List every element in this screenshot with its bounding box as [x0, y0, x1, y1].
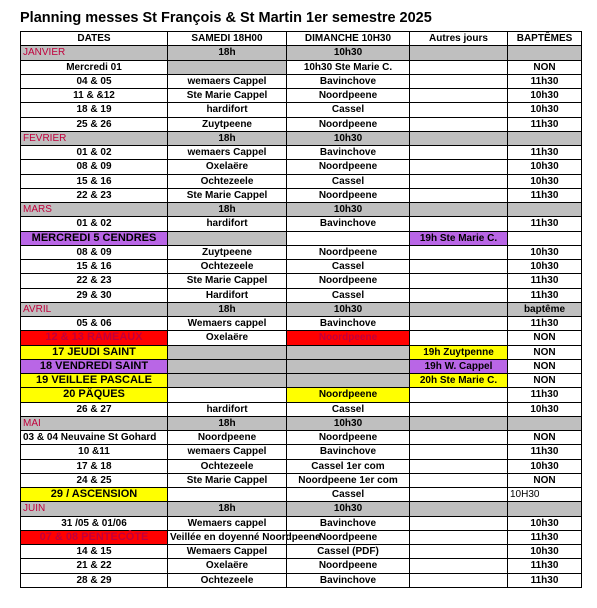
- cell-dates: 03 & 04 Neuvaine St Gohard: [21, 431, 168, 445]
- cell-samedi: [168, 488, 287, 502]
- table-row: [21, 60, 582, 74]
- table-row: [21, 274, 582, 288]
- cell-dimanche: Cassel 1er com: [287, 459, 410, 473]
- cell-autres: [410, 473, 508, 487]
- cell-dimanche: Noordpeene: [287, 274, 410, 288]
- cell-dimanche: Bavinchove: [287, 317, 410, 331]
- table-row: [21, 473, 582, 487]
- table-row: [21, 559, 582, 573]
- cell-autres: [410, 459, 508, 473]
- cell-baptemes: 11h30: [508, 388, 582, 402]
- cell-dates: AVRIL: [21, 302, 168, 316]
- special-row: [21, 231, 582, 245]
- table-row: [21, 288, 582, 302]
- cell-autres: [410, 46, 508, 60]
- cell-samedi: Ste Marie Cappel: [168, 274, 287, 288]
- cell-autres: [410, 302, 508, 316]
- cell-autres: [410, 274, 508, 288]
- cell-autres: [410, 245, 508, 259]
- cell-dates: 11 & &12: [21, 89, 168, 103]
- cell-samedi: hardifort: [168, 217, 287, 231]
- cell-dates: 18 & 19: [21, 103, 168, 117]
- cell-samedi: Ste Marie Cappel: [168, 188, 287, 202]
- table-row: [21, 89, 582, 103]
- cell-samedi: Wemaers cappel: [168, 516, 287, 530]
- table-row: [21, 317, 582, 331]
- cell-samedi: [168, 374, 287, 388]
- cell-dates: 10 &11: [21, 445, 168, 459]
- cell-dates: 08 & 09: [21, 245, 168, 259]
- cell-dates: MAI: [21, 416, 168, 430]
- cell-dates: JUIN: [21, 502, 168, 516]
- cell-autres: [410, 160, 508, 174]
- cell-samedi: 18h: [168, 131, 287, 145]
- cell-baptemes: [508, 46, 582, 60]
- cell-baptemes: 10h30: [508, 103, 582, 117]
- cell-dates: 05 & 06: [21, 317, 168, 331]
- table-row: [21, 188, 582, 202]
- table-row: [21, 402, 582, 416]
- cell-autres: [410, 117, 508, 131]
- cell-samedi: Oxelaëre: [168, 331, 287, 345]
- cell-dates: 01 & 02: [21, 146, 168, 160]
- cell-autres: [410, 545, 508, 559]
- cell-baptemes: 10h30: [508, 516, 582, 530]
- cell-dates: 15 & 16: [21, 260, 168, 274]
- cell-dates: 04 & 05: [21, 74, 168, 88]
- cell-autres: 19h Ste Marie C.: [410, 231, 508, 245]
- cell-baptemes: 11h30: [508, 288, 582, 302]
- cell-autres: [410, 516, 508, 530]
- cell-autres: 19h Zuytpenne: [410, 345, 508, 359]
- cell-dates: 21 & 22: [21, 559, 168, 573]
- cell-dimanche: [287, 374, 410, 388]
- cell-dimanche: Noordpeene: [287, 89, 410, 103]
- cell-baptemes: NON: [508, 60, 582, 74]
- cell-dimanche: Cassel: [287, 103, 410, 117]
- cell-dimanche: Noordpeene: [287, 530, 410, 544]
- cell-dates: JANVIER: [21, 46, 168, 60]
- cell-dates: 20 PÂQUES: [21, 388, 168, 402]
- cell-dimanche: Noordpeene: [287, 117, 410, 131]
- cell-samedi: Oxelaëre: [168, 160, 287, 174]
- cell-dates: 25 & 26: [21, 117, 168, 131]
- cell-dates: 01 & 02: [21, 217, 168, 231]
- cell-baptemes: [508, 231, 582, 245]
- cell-baptemes: NON: [508, 345, 582, 359]
- column-header-autres: Autres jours: [410, 32, 508, 46]
- cell-autres: [410, 431, 508, 445]
- column-header-dimanche: DIMANCHE 10H30: [287, 32, 410, 46]
- table-row: [21, 459, 582, 473]
- cell-baptemes: 10h30: [508, 174, 582, 188]
- cell-baptemes: [508, 131, 582, 145]
- cell-samedi: Ochtezeele: [168, 459, 287, 473]
- cell-samedi: Ochtezeele: [168, 174, 287, 188]
- cell-dimanche: 10h30 Ste Marie C.: [287, 60, 410, 74]
- cell-autres: [410, 402, 508, 416]
- cell-dimanche: Bavinchove: [287, 516, 410, 530]
- table-row: [21, 431, 582, 445]
- cell-baptemes: 10h30: [508, 402, 582, 416]
- cell-baptemes: 11h30: [508, 217, 582, 231]
- cell-samedi: Noordpeene: [168, 431, 287, 445]
- cell-baptemes: 11h30: [508, 573, 582, 587]
- cell-dimanche: [287, 231, 410, 245]
- page-title: Planning messes St François & St Martin 1er semestre 2025: [20, 10, 432, 26]
- cell-dates: MARS: [21, 203, 168, 217]
- cell-dates: 17 & 18: [21, 459, 168, 473]
- cell-autres: [410, 217, 508, 231]
- cell-dimanche: Noordpeene: [287, 559, 410, 573]
- cell-autres: [410, 103, 508, 117]
- cell-dimanche: Noordpeene: [287, 245, 410, 259]
- cell-dates: Mercredi 01: [21, 60, 168, 74]
- cell-dates: 19 VEILLEE PASCALE: [21, 374, 168, 388]
- table-row: [21, 260, 582, 274]
- cell-dimanche: 10h30: [287, 502, 410, 516]
- cell-samedi: Ste Marie Cappel: [168, 473, 287, 487]
- special-row: [21, 359, 582, 373]
- special-row: [21, 488, 582, 502]
- cell-dates: 08 & 09: [21, 160, 168, 174]
- cell-dates: 07 & 08 PENTECÔTE: [21, 530, 168, 544]
- cell-dimanche: 10h30: [287, 203, 410, 217]
- cell-baptemes: 10h30: [508, 89, 582, 103]
- cell-autres: [410, 502, 508, 516]
- cell-autres: [410, 203, 508, 217]
- cell-baptemes: NON: [508, 473, 582, 487]
- cell-dimanche: Noordpeene 1er com: [287, 473, 410, 487]
- cell-dimanche: Noordpeene: [287, 331, 410, 345]
- cell-baptemes: 11h30: [508, 146, 582, 160]
- cell-samedi: wemaers Cappel: [168, 74, 287, 88]
- cell-dimanche: Noordpeene: [287, 160, 410, 174]
- cell-dates: 31 /05 & 01/06: [21, 516, 168, 530]
- cell-dimanche: Noordpeene: [287, 431, 410, 445]
- cell-baptemes: 10h30: [508, 459, 582, 473]
- cell-samedi: [168, 60, 287, 74]
- cell-autres: [410, 317, 508, 331]
- cell-baptemes: 11h30: [508, 530, 582, 544]
- cell-baptemes: 10h30: [508, 545, 582, 559]
- cell-samedi: Wemaers Cappel: [168, 545, 287, 559]
- cell-autres: [410, 573, 508, 587]
- cell-dimanche: Cassel (PDF): [287, 545, 410, 559]
- cell-baptemes: 11h30: [508, 74, 582, 88]
- column-header-baptemes: BAPTÊMES: [508, 32, 582, 46]
- cell-baptemes: 10h30: [508, 160, 582, 174]
- table-row: [21, 117, 582, 131]
- cell-autres: [410, 331, 508, 345]
- cell-baptemes: 10h30: [508, 260, 582, 274]
- month-row: [21, 203, 582, 217]
- cell-autres: [410, 288, 508, 302]
- special-row: [21, 388, 582, 402]
- month-row: [21, 302, 582, 316]
- cell-autres: [410, 559, 508, 573]
- table-row: [21, 103, 582, 117]
- cell-dates: 15 & 16: [21, 174, 168, 188]
- cell-baptemes: NON: [508, 431, 582, 445]
- cell-dimanche: Cassel: [287, 402, 410, 416]
- table-row: [21, 174, 582, 188]
- cell-dimanche: Bavinchove: [287, 146, 410, 160]
- cell-dates: 22 & 23: [21, 274, 168, 288]
- table-row: [21, 545, 582, 559]
- cell-samedi: Zuytpeene: [168, 117, 287, 131]
- cell-autres: [410, 488, 508, 502]
- cell-dimanche: Noordpeene: [287, 388, 410, 402]
- cell-dates: 29 & 30: [21, 288, 168, 302]
- column-header-samedi: SAMEDI 18H00: [168, 32, 287, 46]
- special-row: [21, 331, 582, 345]
- cell-autres: [410, 60, 508, 74]
- cell-samedi: [168, 345, 287, 359]
- cell-dimanche: Bavinchove: [287, 573, 410, 587]
- cell-dates: 24 & 25: [21, 473, 168, 487]
- cell-samedi: wemaers Cappel: [168, 146, 287, 160]
- cell-baptemes: [508, 203, 582, 217]
- cell-samedi: Ochtezeele: [168, 260, 287, 274]
- month-row: [21, 416, 582, 430]
- cell-samedi: 18h: [168, 302, 287, 316]
- cell-baptemes: 11h30: [508, 559, 582, 573]
- cell-dates: 14 & 15: [21, 545, 168, 559]
- cell-dimanche: Cassel: [287, 260, 410, 274]
- cell-autres: 20h Ste Marie C.: [410, 374, 508, 388]
- cell-baptemes: NON: [508, 359, 582, 373]
- cell-dates: FEVRIER: [21, 131, 168, 145]
- cell-dimanche: 10h30: [287, 46, 410, 60]
- table-row: [21, 160, 582, 174]
- cell-samedi: wemaers Cappel: [168, 445, 287, 459]
- cell-dates: 17 JEUDI SAINT: [21, 345, 168, 359]
- table-row: [21, 74, 582, 88]
- cell-dates: 26 & 27: [21, 402, 168, 416]
- cell-baptemes: baptême: [508, 302, 582, 316]
- table-row: [21, 245, 582, 259]
- cell-baptemes: [508, 502, 582, 516]
- cell-autres: [410, 174, 508, 188]
- cell-dates: 28 & 29: [21, 573, 168, 587]
- cell-autres: [410, 388, 508, 402]
- cell-samedi: 18h: [168, 46, 287, 60]
- cell-dimanche: [287, 345, 410, 359]
- month-row: [21, 131, 582, 145]
- cell-baptemes: NON: [508, 331, 582, 345]
- cell-samedi: Wemaers cappel: [168, 317, 287, 331]
- special-row: [21, 374, 582, 388]
- cell-dimanche: Bavinchove: [287, 74, 410, 88]
- cell-dates: 22 & 23: [21, 188, 168, 202]
- cell-baptemes: 11h30: [508, 274, 582, 288]
- cell-dates: 18 VENDREDI SAINT: [21, 359, 168, 373]
- mass-schedule-table: [20, 31, 582, 588]
- column-header-dates: DATES: [21, 32, 168, 46]
- cell-dimanche: Noordpeene: [287, 188, 410, 202]
- cell-dimanche: Bavinchove: [287, 217, 410, 231]
- cell-dimanche: 10h30: [287, 302, 410, 316]
- cell-samedi: 18h: [168, 502, 287, 516]
- cell-dimanche: Cassel: [287, 488, 410, 502]
- cell-samedi: [168, 359, 287, 373]
- cell-baptemes: 11h30: [508, 117, 582, 131]
- cell-samedi: Oxelaëre: [168, 559, 287, 573]
- cell-baptemes: 10H30: [508, 488, 582, 502]
- cell-baptemes: 11h30: [508, 445, 582, 459]
- cell-samedi: Ste Marie Cappel: [168, 89, 287, 103]
- cell-dimanche: Bavinchove: [287, 445, 410, 459]
- cell-dimanche: Cassel: [287, 288, 410, 302]
- cell-samedi: [168, 388, 287, 402]
- special-row: [21, 345, 582, 359]
- header-row: [21, 32, 582, 46]
- cell-samedi: Veillée en doyenné Noordpeene: [168, 530, 287, 544]
- table-row: [21, 516, 582, 530]
- cell-autres: [410, 146, 508, 160]
- cell-samedi: hardifort: [168, 103, 287, 117]
- table-row: [21, 445, 582, 459]
- cell-baptemes: [508, 416, 582, 430]
- cell-baptemes: 10h30: [508, 245, 582, 259]
- cell-dates: MERCREDI 5 CENDRES: [21, 231, 168, 245]
- cell-autres: [410, 74, 508, 88]
- cell-autres: [410, 260, 508, 274]
- cell-autres: [410, 445, 508, 459]
- table-row: [21, 573, 582, 587]
- cell-samedi: Zuytpeene: [168, 245, 287, 259]
- cell-autres: [410, 188, 508, 202]
- cell-samedi: Hardifort: [168, 288, 287, 302]
- cell-samedi: hardifort: [168, 402, 287, 416]
- table-row: [21, 146, 582, 160]
- cell-autres: [410, 89, 508, 103]
- cell-samedi: 18h: [168, 416, 287, 430]
- month-row: [21, 502, 582, 516]
- cell-baptemes: 11h30: [508, 317, 582, 331]
- cell-samedi: Ochtezeele: [168, 573, 287, 587]
- special-row: [21, 530, 582, 544]
- cell-autres: [410, 131, 508, 145]
- table-row: [21, 217, 582, 231]
- cell-baptemes: 11h30: [508, 188, 582, 202]
- cell-samedi: 18h: [168, 203, 287, 217]
- cell-samedi: [168, 231, 287, 245]
- cell-dates: 29 / ASCENSION: [21, 488, 168, 502]
- cell-dimanche: 10h30: [287, 416, 410, 430]
- cell-dimanche: 10h30: [287, 131, 410, 145]
- cell-autres: [410, 416, 508, 430]
- cell-dimanche: [287, 359, 410, 373]
- cell-autres: 19h W. Cappel: [410, 359, 508, 373]
- cell-baptemes: NON: [508, 374, 582, 388]
- cell-dates: 12 & 13 RAMEAUX: [21, 331, 168, 345]
- cell-dimanche: Cassel: [287, 174, 410, 188]
- cell-autres: [410, 530, 508, 544]
- month-row: [21, 46, 582, 60]
